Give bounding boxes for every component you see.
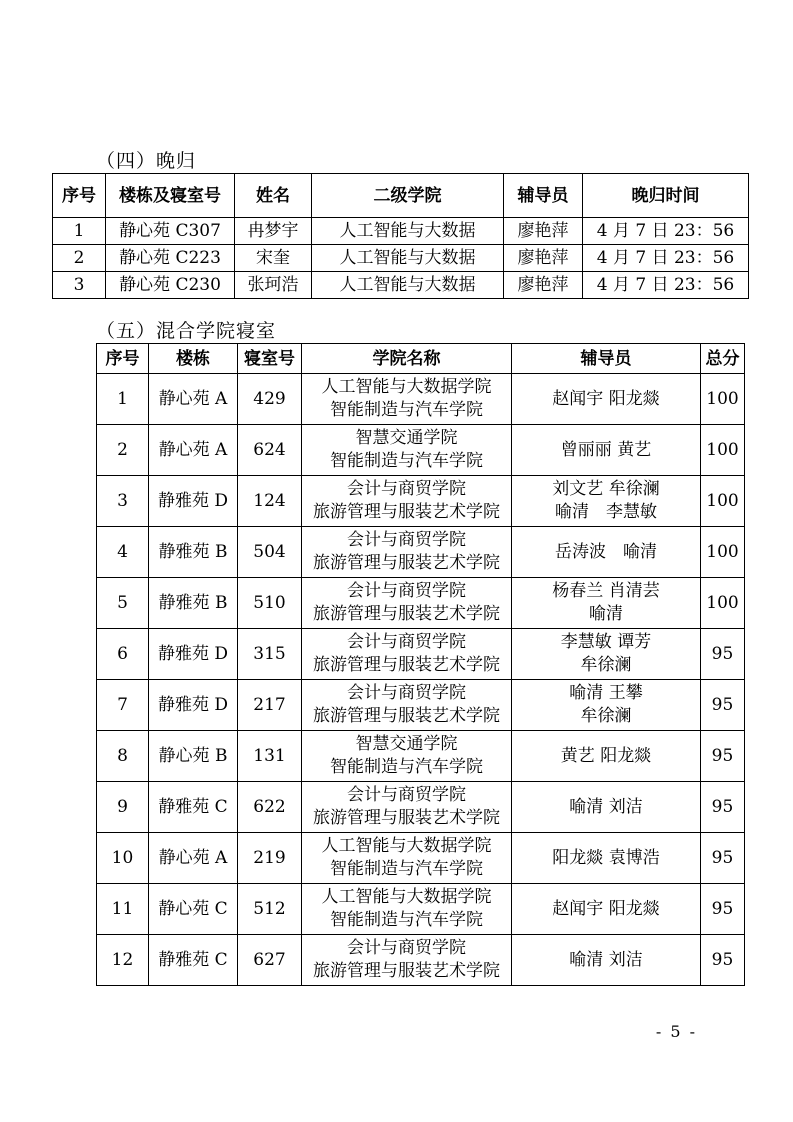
cell-score: 95	[701, 782, 745, 833]
cell-colleges-line: 智能制造与汽车学院	[330, 757, 483, 777]
cell-name: 宋奎	[235, 245, 312, 272]
cell-colleges-line: 智能制造与汽车学院	[330, 451, 483, 471]
table-row	[53, 245, 749, 272]
cell-colleges	[302, 884, 512, 935]
cell-no: 7	[97, 680, 149, 731]
cell-building: 静雅苑 D	[149, 680, 238, 731]
table-header-row	[53, 174, 749, 218]
cell-colleges-line: 智慧交通学院	[355, 428, 458, 448]
cell-colleges-line: 会计与商贸学院	[347, 479, 466, 499]
cell-college: 人工智能与大数据	[312, 272, 504, 299]
cell-no: 2	[53, 245, 106, 272]
header-college-names: 学院名称	[302, 344, 512, 374]
cell-late-time: 4 月 7 日 23：56	[583, 245, 749, 272]
cell-late-time: 4 月 7 日 23：56	[583, 272, 749, 299]
cell-counselors	[512, 374, 701, 425]
cell-no: 10	[97, 833, 149, 884]
cell-counselors-line: 赵闻宇 阳龙燚	[552, 898, 660, 919]
cell-colleges	[302, 374, 512, 425]
table-row	[97, 680, 745, 731]
mixed-college-dorm-table	[96, 343, 745, 986]
cell-counselors-line: 牟徐澜	[580, 706, 632, 726]
cell-score: 100	[701, 578, 745, 629]
cell-counselors	[512, 782, 701, 833]
cell-counselors	[512, 680, 701, 731]
cell-counselors-line: 牟徐澜	[580, 655, 632, 675]
cell-colleges	[302, 731, 512, 782]
cell-counselors	[512, 476, 701, 527]
cell-name: 冉梦宇	[235, 218, 312, 245]
late-return-table	[52, 173, 749, 299]
cell-room: 131	[238, 731, 302, 782]
cell-room: 504	[238, 527, 302, 578]
cell-building: 静心苑 C	[149, 884, 238, 935]
cell-colleges	[302, 680, 512, 731]
cell-counselors	[512, 578, 701, 629]
table-row	[97, 731, 745, 782]
cell-counselors-line: 杨春兰 肖清芸	[552, 581, 660, 601]
cell-colleges-line: 旅游管理与服装艺术学院	[313, 553, 500, 573]
cell-counselors-line: 喻清 李慧敏	[555, 502, 657, 522]
cell-colleges-line: 旅游管理与服装艺术学院	[313, 706, 500, 726]
cell-score: 95	[701, 731, 745, 782]
cell-counselors	[512, 425, 701, 476]
cell-no: 1	[53, 218, 106, 245]
cell-room: 627	[238, 935, 302, 986]
header-no: 序号	[97, 344, 149, 374]
cell-colleges-line: 智能制造与汽车学院	[330, 910, 483, 930]
cell-colleges-line: 会计与商贸学院	[347, 581, 466, 601]
header-no: 序号	[53, 174, 106, 218]
cell-colleges	[302, 833, 512, 884]
cell-colleges-line: 旅游管理与服装艺术学院	[313, 502, 500, 522]
page-number: - 5 -	[655, 1022, 697, 1041]
cell-college: 人工智能与大数据	[312, 245, 504, 272]
cell-building: 静心苑 B	[149, 731, 238, 782]
cell-score: 95	[701, 884, 745, 935]
cell-no: 3	[97, 476, 149, 527]
table-row	[97, 578, 745, 629]
section5-title: （五）混合学院寝室	[96, 320, 277, 342]
cell-colleges-line: 旅游管理与服装艺术学院	[313, 961, 500, 981]
table-row	[97, 935, 745, 986]
cell-counselors	[512, 731, 701, 782]
cell-colleges-line: 会计与商贸学院	[347, 632, 466, 652]
table-row	[97, 884, 745, 935]
cell-colleges-line: 人工智能与大数据学院	[321, 377, 492, 397]
cell-score: 100	[701, 374, 745, 425]
cell-colleges-line: 智能制造与汽车学院	[330, 859, 483, 879]
cell-counselors	[512, 935, 701, 986]
table-row	[97, 782, 745, 833]
table-row	[97, 527, 745, 578]
cell-room: 429	[238, 374, 302, 425]
section4-title: （四）晚归	[96, 150, 197, 172]
table-row	[97, 425, 745, 476]
cell-colleges-line: 旅游管理与服装艺术学院	[313, 808, 500, 828]
cell-colleges	[302, 425, 512, 476]
header-college: 二级学院	[312, 174, 504, 218]
cell-colleges	[302, 782, 512, 833]
cell-room: 217	[238, 680, 302, 731]
header-counselor: 辅导员	[504, 174, 583, 218]
table-row	[97, 629, 745, 680]
cell-counselors	[512, 884, 701, 935]
cell-colleges-line: 旅游管理与服装艺术学院	[313, 604, 500, 624]
cell-counselors-line: 刘文艺 牟徐澜	[552, 479, 660, 499]
cell-counselors-line: 李慧敏 谭芳	[560, 632, 652, 652]
cell-building: 静雅苑 B	[149, 527, 238, 578]
cell-no: 4	[97, 527, 149, 578]
cell-counselors	[512, 833, 701, 884]
header-building: 楼栋	[149, 344, 238, 374]
cell-counselor: 廖艳萍	[504, 218, 583, 245]
cell-colleges-line: 会计与商贸学院	[347, 530, 466, 550]
cell-no: 1	[97, 374, 149, 425]
cell-room: 510	[238, 578, 302, 629]
cell-counselors-line: 黄艺 阳龙燚	[560, 745, 652, 766]
cell-no: 3	[53, 272, 106, 299]
cell-building-room: 静心苑 C307	[106, 218, 235, 245]
cell-counselors-line: 喻清	[589, 604, 623, 624]
cell-colleges-line: 旅游管理与服装艺术学院	[313, 655, 500, 675]
cell-no: 11	[97, 884, 149, 935]
cell-no: 5	[97, 578, 149, 629]
header-total-score: 总分	[701, 344, 745, 374]
cell-score: 95	[701, 680, 745, 731]
cell-building: 静雅苑 D	[149, 476, 238, 527]
cell-name: 张珂浩	[235, 272, 312, 299]
cell-colleges-line: 人工智能与大数据学院	[321, 887, 492, 907]
cell-counselor: 廖艳萍	[504, 245, 583, 272]
cell-counselors-line: 喻清 王攀	[569, 683, 643, 703]
cell-building: 静心苑 A	[149, 425, 238, 476]
header-building-room: 楼栋及寝室号	[106, 174, 235, 218]
table-row	[97, 833, 745, 884]
cell-college: 人工智能与大数据	[312, 218, 504, 245]
cell-colleges-line: 会计与商贸学院	[347, 785, 466, 805]
cell-counselors	[512, 527, 701, 578]
cell-colleges-line: 会计与商贸学院	[347, 683, 466, 703]
cell-score: 95	[701, 629, 745, 680]
cell-building: 静雅苑 B	[149, 578, 238, 629]
header-counselor: 辅导员	[512, 344, 701, 374]
cell-colleges-line: 智慧交通学院	[355, 734, 458, 754]
cell-colleges-line: 会计与商贸学院	[347, 938, 466, 958]
cell-colleges-line: 人工智能与大数据学院	[321, 836, 492, 856]
header-name: 姓名	[235, 174, 312, 218]
header-late-time: 晚归时间	[583, 174, 749, 218]
cell-room: 624	[238, 425, 302, 476]
cell-no: 12	[97, 935, 149, 986]
cell-building: 静雅苑 C	[149, 782, 238, 833]
table-row	[97, 476, 745, 527]
cell-no: 9	[97, 782, 149, 833]
cell-no: 2	[97, 425, 149, 476]
cell-counselors-line: 阳龙燚 袁博浩	[552, 847, 660, 868]
table-header-row	[97, 344, 745, 374]
cell-colleges	[302, 578, 512, 629]
cell-colleges	[302, 476, 512, 527]
cell-colleges	[302, 935, 512, 986]
cell-building: 静雅苑 C	[149, 935, 238, 986]
cell-colleges	[302, 629, 512, 680]
cell-score: 100	[701, 476, 745, 527]
cell-score: 100	[701, 425, 745, 476]
cell-counselors-line: 喻清 刘洁	[569, 796, 643, 817]
cell-building-room: 静心苑 C223	[106, 245, 235, 272]
cell-building: 静心苑 A	[149, 374, 238, 425]
cell-counselors-line: 赵闻宇 阳龙燚	[552, 388, 660, 409]
cell-room: 512	[238, 884, 302, 935]
cell-room: 124	[238, 476, 302, 527]
cell-no: 8	[97, 731, 149, 782]
cell-counselor: 廖艳萍	[504, 272, 583, 299]
cell-counselors-line: 喻清 刘洁	[569, 949, 643, 970]
table-row	[97, 374, 745, 425]
cell-score: 100	[701, 527, 745, 578]
cell-building: 静雅苑 D	[149, 629, 238, 680]
cell-counselors-line: 曾丽丽 黄艺	[560, 439, 652, 460]
table-row	[53, 272, 749, 299]
cell-room: 622	[238, 782, 302, 833]
cell-late-time: 4 月 7 日 23：56	[583, 218, 749, 245]
cell-counselors	[512, 629, 701, 680]
cell-room: 219	[238, 833, 302, 884]
table-row	[53, 218, 749, 245]
cell-score: 95	[701, 935, 745, 986]
cell-building: 静心苑 A	[149, 833, 238, 884]
cell-building-room: 静心苑 C230	[106, 272, 235, 299]
cell-score: 95	[701, 833, 745, 884]
cell-counselors-line: 岳涛波 喻清	[555, 541, 657, 562]
cell-no: 6	[97, 629, 149, 680]
cell-colleges	[302, 527, 512, 578]
cell-room: 315	[238, 629, 302, 680]
cell-colleges-line: 智能制造与汽车学院	[330, 400, 483, 420]
header-room: 寝室号	[238, 344, 302, 374]
